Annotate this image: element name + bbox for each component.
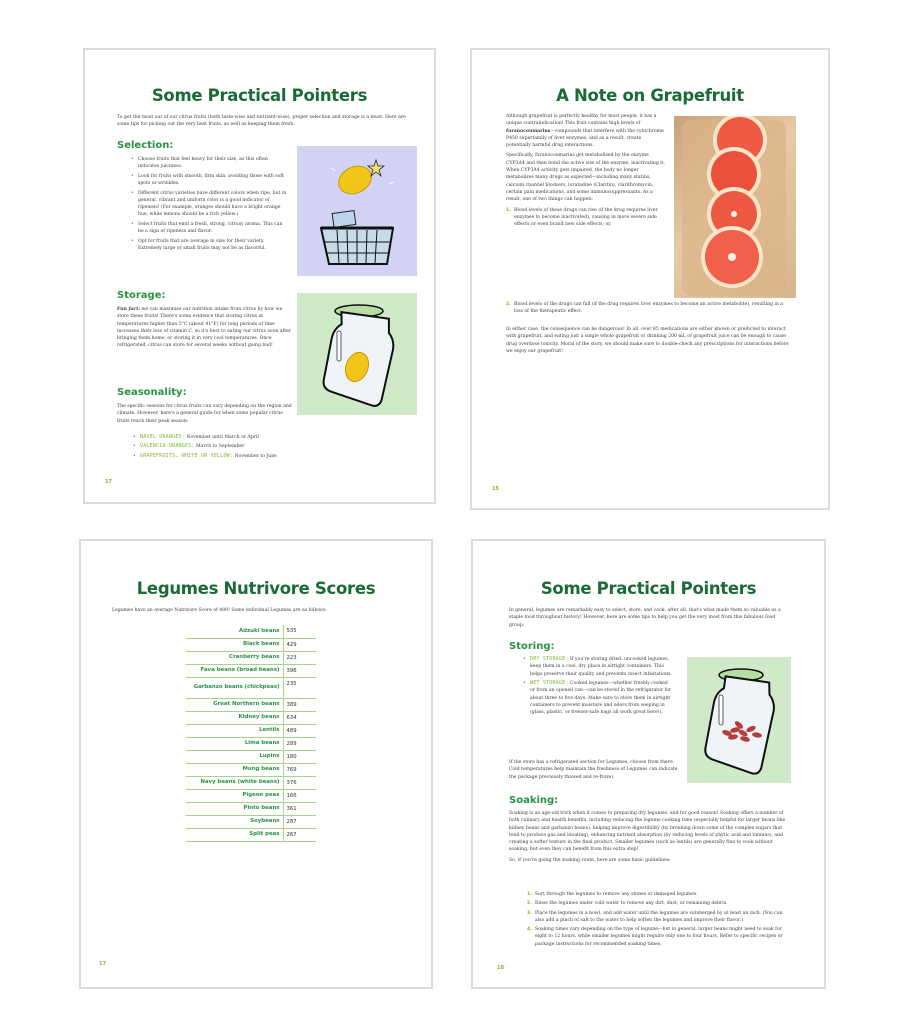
- text: Place the legumes in a bowl, and add water until the legumes are submerged by at least an inch. (You can also add a pinch of salt to the water to help soften the legumes and improve their flavor.): [535, 910, 783, 923]
- season-value: November until March or April: [186, 435, 259, 440]
- page-number: 17: [99, 961, 106, 967]
- table-row: [186, 711, 316, 724]
- list-number: 3.: [527, 910, 532, 916]
- legume-name: Cranberry beans: [186, 651, 283, 664]
- table-row: [186, 763, 316, 776]
- season-value: March to September: [196, 444, 245, 450]
- table-row: [186, 802, 316, 815]
- page-legumes-scores: [79, 539, 433, 989]
- lemon-jar-illustration: [297, 293, 417, 415]
- page-grapefruit-note: [470, 48, 830, 510]
- intro-text: To get the most out of our citrus fruits (both taste-wise and nutrient-wise), proper selection and storage is a must. Here are some tips for picking out the very best fruits, as well as keeping them fresh.: [117, 115, 406, 128]
- list-item: [133, 453, 373, 460]
- nutrivore-score-table: [186, 625, 316, 842]
- legume-score: 235: [283, 677, 316, 698]
- storing-heading: Storing:: [509, 641, 555, 652]
- soaking-heading: Soaking:: [509, 795, 559, 806]
- legume-name: Soybeans: [186, 815, 283, 828]
- legume-score: 289: [283, 737, 316, 750]
- list-item: [527, 891, 789, 898]
- legume-name: Lima beans: [186, 737, 283, 750]
- legume-name: Adzuki beans: [186, 625, 283, 638]
- list-number: 2.: [506, 302, 511, 307]
- table-row: [186, 828, 316, 841]
- effects-list: [506, 207, 666, 229]
- text: Although grapefruit is perfectly healthy for most people, it has a unique contraindication! This fruit contains high levels of: [506, 114, 657, 127]
- legume-name: Pigeon peas: [186, 789, 283, 802]
- list-item: • Choose fruits that feel heavy for their size, as this often indicates juiciness.: [131, 156, 289, 171]
- table-row: [186, 638, 316, 651]
- season-value: November to June: [234, 453, 277, 459]
- conclusion-text: In either case, the consequence can be dangerous! In all, over 85 medications are either known or predicted to interact with grapefruit, and eating just a single whole grapefruit or drinking 200 mL of grapefruit juice can be enough to cause drug overdose toxicity. Moral of the story, we should make sure to double-check any prescriptions for interactions before we enjoy our grapefruit!: [506, 327, 789, 354]
- legume-name: Lentils: [186, 724, 283, 737]
- legume-score: 489: [283, 724, 316, 737]
- page-title: A Note on Grapefruit: [556, 86, 744, 105]
- text: Sort through the legumes to remove any stones or damaged legumes.: [535, 892, 698, 897]
- legume-score: 376: [283, 776, 316, 789]
- page-title: Some Practical Pointers: [151, 86, 368, 105]
- season-label: GRAPEFRUITS, WHITE OR YELLOW:: [140, 452, 234, 459]
- grapefruit-text: [506, 113, 666, 230]
- seasonality-text: The specific seasons for citrus fruits can vary depending on the region and climate. However, here's a general guide for when some popular citrus fruits reach their peak season:: [117, 404, 292, 424]
- list-item: [527, 900, 789, 907]
- bold-term: furanocoumarins: [506, 128, 551, 134]
- legume-score: 361: [283, 802, 316, 815]
- text: If you're storing dried, uncooked legumes, keep them in a cool, dry place in airtight containers. This helps preserve their quality and prevents insect infestations.: [530, 657, 672, 677]
- legume-score: 223: [283, 651, 316, 664]
- beans-jar-illustration: [687, 657, 791, 783]
- text: Blood levels of the drugs can fall (if the drug requires liver enzymes to become an active metabolite), resulting in a loss of the therapeutic effect.: [514, 302, 784, 315]
- legume-name: Navy beans (white beans): [186, 776, 283, 789]
- legume-name: Mung beans: [186, 763, 283, 776]
- text: Blood levels of these drugs can rise (if the drug requires liver enzymes to become inactivated), causing in more severe side effects or even brand new side effects; or,: [514, 207, 658, 228]
- page-title: Some Practical Pointers: [540, 579, 757, 598]
- legume-score: 429: [283, 638, 316, 651]
- list-item: • Select fruits that emit a fresh, strong, citrusy aroma. This can be a sign of ripeness and flavor.: [131, 221, 289, 236]
- list-item: [527, 910, 789, 925]
- list-item: [133, 434, 373, 441]
- season-label: VALENCIA ORANGES:: [140, 443, 195, 450]
- selection-heading: Selection:: [117, 140, 174, 151]
- intro-text: Legumes have an average Nutrivore Score of 489! Some individual Legumes are as follows:: [112, 608, 327, 613]
- seasonality-list: [133, 434, 373, 462]
- legume-name: Black beans: [186, 638, 283, 651]
- paragraph: [506, 113, 666, 149]
- table-row: [186, 625, 316, 638]
- seasonality-heading: Seasonality:: [117, 387, 187, 398]
- season-label: NAVEL ORANGES:: [140, 434, 185, 440]
- legume-score: 166: [283, 789, 316, 802]
- text: Rinse the legumes under cold water to remove any dirt, dust, or remaining debris.: [535, 901, 728, 907]
- intro-text: In general, legumes are remarkably easy to select, store, and cook; after all, that's what made them so valuable as a staple food throughout history! However, here are some tips to help you get the very most from this fabulous food group.: [509, 608, 781, 628]
- legume-name: Great Northern beans: [186, 698, 283, 711]
- paragraph: Specifically, furanocoumarins get metabolized by the enzyme CYP3A4 and then bond the active site of the enzyme, inactivating it. When CYP3A4 activity gets impaired, the body no longer metabolizes many drugs as expected—including many statins, calcium channel blockers, loratadine (Claritin), clarithromycin, certain pain medications, and some immunosuppressants. As a result, one of two things can happen:: [506, 153, 666, 203]
- table-row: [186, 664, 316, 677]
- soaking-steps: [527, 891, 789, 950]
- lemon-basket-illustration: [297, 146, 417, 276]
- legume-score: 389: [283, 698, 316, 711]
- legume-score: 267: [283, 828, 316, 841]
- list-item: [527, 926, 789, 948]
- page-title: Legumes Nutrivore Scores: [136, 579, 376, 598]
- paragraph: Soaking is an age-old trick when it comes to preparing dry legumes, and for good reason! Soaking offers a number of both culinary and health benefits, including reducing the legume cooking time (especially helpful for larger beans like kidney beans and garbanzo beans), helping improve digestibility (by breaking down some of the complex sugars that tend to produce gas and bloating), enhancing nutrient absorption (by reducing levels of phytic acid and tannins), and creating a softer texture in the final product. Smaller legumes (such as lentils) are generally fine to cook without soaking, but even they can benefit from this extra step!: [509, 811, 786, 853]
- legume-score: 535: [283, 625, 316, 638]
- grapefruit-slices-photo: [674, 116, 796, 298]
- list-item: [506, 207, 666, 229]
- list-item: [133, 443, 373, 450]
- effects-list-2: [506, 301, 786, 318]
- storage-text: [117, 306, 293, 350]
- list-number: 2.: [527, 901, 532, 907]
- table-row: [186, 698, 316, 711]
- list-item: • Look for fruits with smooth, firm skin, avoiding those with soft spots or wrinkles.: [131, 173, 289, 188]
- storage-heading: Storage:: [117, 290, 166, 301]
- list-number: 4.: [527, 927, 532, 933]
- selection-list: [131, 156, 289, 255]
- list-number: 1.: [527, 892, 532, 897]
- table-row: [186, 776, 316, 789]
- page-number: 18: [497, 965, 504, 971]
- table-row: [186, 789, 316, 802]
- table-row: [186, 677, 316, 698]
- legume-name: Split peas: [186, 828, 283, 841]
- paragraph: So, if you're going the soaking route, here are some basic guidelines:: [509, 857, 671, 863]
- storage-label: DRY STORAGE:: [530, 656, 569, 662]
- list-item: • Opt for fruits that are average in size for their variety. Extremely large or small fruits may not be as flavorful.: [131, 238, 289, 253]
- legume-score: 287: [283, 815, 316, 828]
- storage-label: WET STORAGE:: [530, 680, 569, 687]
- legume-name: Fava beans (broad beans): [186, 664, 283, 677]
- table-row: [186, 737, 316, 750]
- table-row: [186, 724, 316, 737]
- list-item: [523, 680, 673, 716]
- legume-name: Lupins: [186, 750, 283, 763]
- legume-score: 180: [283, 750, 316, 763]
- legume-name: Pinto beans: [186, 802, 283, 815]
- list-item: • Different citrus varieties have different colors when ripe, but in general, vibrant and uniform color is a good indicator of ripeness! (For example, oranges should have a bright orange hue, while lemons should be a rich yellow.): [131, 190, 289, 219]
- soaking-text: [509, 810, 791, 867]
- page-legumes-pointers: [471, 539, 826, 989]
- legume-name: Kidney beans: [186, 711, 283, 724]
- text: Cooked legumes—whether freshly cooked or from an opened can—can be stored in the refrigerator for about three to five days. Make sure to store them in airtight containers to prevent moisture and odors from seeping in (glass, plastic, or freezer-safe bags all work great here!).: [530, 681, 672, 716]
- list-item: [506, 301, 786, 316]
- fun-fact-label: Fun fact:: [117, 307, 141, 312]
- storing-list: [523, 656, 673, 719]
- text: —compounds that interfere with the cytochrome P450 superfamily of liver enzymes, and as a result, create potentially harmful drug interactions.: [506, 128, 664, 149]
- storing-note: If the store has a refrigerated section for Legumes, choose from there. Cold temperatures help maintain the freshness of Legumes can indicate the package previously thawed and re-froze).: [509, 760, 678, 780]
- table-row: [186, 815, 316, 828]
- storage-body: we can maximize our nutrition intake from citrus by how we store these fruits! There's some evidence that storing citrus at temperatures higher than 5°C (about 41°F) for long periods of time increases their loss of vitamin C, so it's best to eating our citrus soon after bringing them home, or storing it in very cool temperatures. Once refrigerated, citrus can store for several weeks without going bad!: [117, 307, 291, 349]
- page-number: 15: [492, 486, 499, 492]
- list-number: 1.: [506, 207, 511, 213]
- legume-name: Garbanzo beans (chickpeas): [186, 677, 283, 698]
- table-row: [186, 750, 316, 763]
- table-row: [186, 651, 316, 664]
- legume-score: 769: [283, 763, 316, 776]
- list-item: [523, 656, 673, 678]
- page-citrus-pointers: [83, 48, 436, 504]
- page-number: 17: [105, 479, 112, 485]
- text: Soaking times vary depending on the type of legume—but in general, larger beans might need to soak for eight to 12 hours, while smaller legumes might require only one to four hours. Refer to specific recipes or package instructions for recommended soaking times.: [535, 927, 783, 947]
- legume-score: 396: [283, 664, 316, 677]
- legume-score: 634: [283, 711, 316, 724]
